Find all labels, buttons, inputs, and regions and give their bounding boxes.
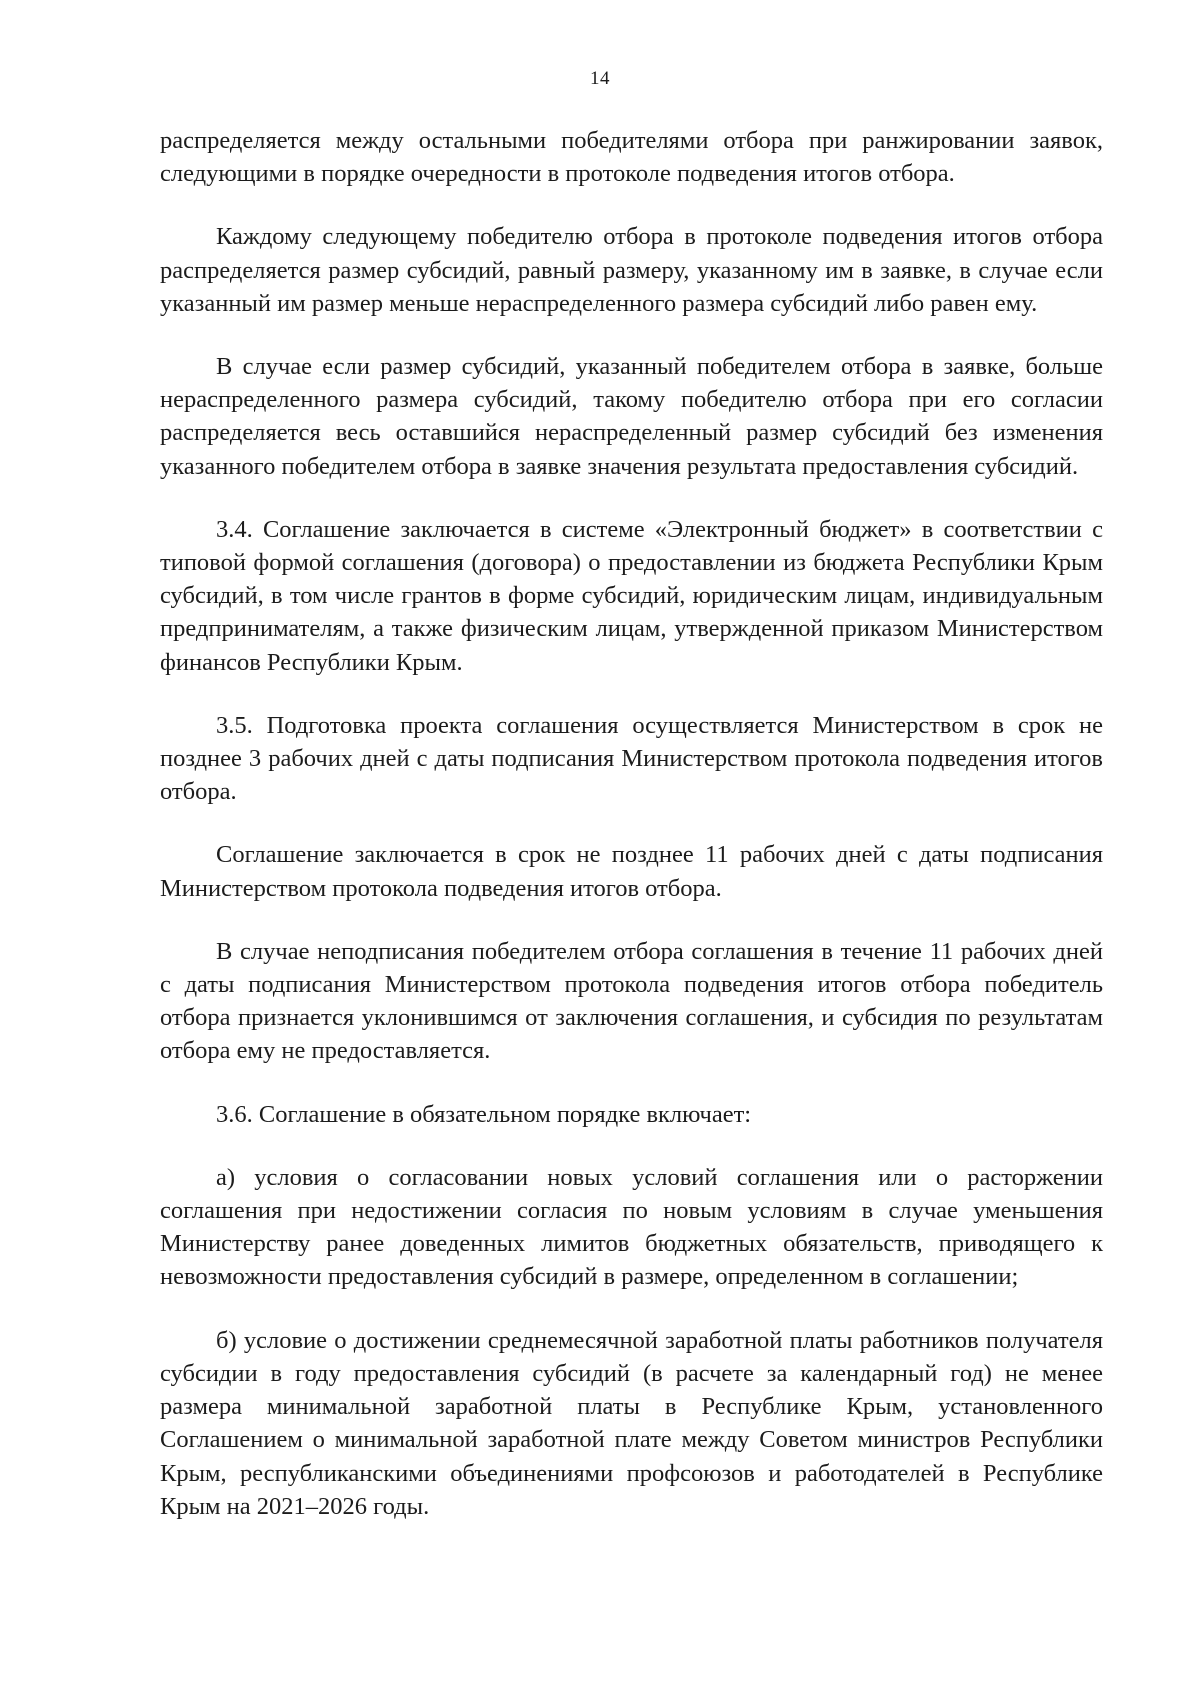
list-item-b: б) условие о достижении среднемесячной заработной платы работников получателя субсидии в году предоставления субсидий (в расчете за календарный год) не менее размера минимальной заработной платы в Республике Крым, установленного Соглашением о минимальной заработной плате между Советом министров Республики Крым, республиканскими объединениями профсоюзов и работодателей в Республике Крым на 2021–2026 годы.: [160, 1326, 1103, 1520]
paragraph-next-winner-allocation: Каждому следующему победителю отбора в протоколе подведения итогов отбора распределяется размер субсидий, равный размеру, указанному им в заявке, в случае если указанный им размер меньше нераспределенного размера субсидий либо равен ему.: [160, 223, 1103, 317]
paragraph-3-4: 3.4. Соглашение заключается в системе «Электронный бюджет» в соответствии с типовой формой соглашения (договора) о предоставлении из бюджета Республики Крым субсидий, в том числе грантов в форме субсидий, юридическим лицам, индивидуальным предпринимателям, а также физическим лицам, утвержденной приказом Министерством финансов Республики Крым.: [160, 515, 1103, 676]
paragraph-3-5: 3.5. Подготовка проекта соглашения осуществляется Министерством в срок не позднее 3 рабочих дней с даты подписания Министерством протокола подведения итогов отбора.: [160, 711, 1103, 806]
paragraph-remaining-allocation: В случае если размер субсидий, указанный победителем отбора в заявке, больше нераспределенного размера субсидий, такому победителю отбора при его согласии распределяется весь оставшийся нераспределенный размер субсидий без изменения указанного победителем отбора в заявке значения результата предоставления субсидий.: [160, 353, 1103, 480]
paragraph-continuation: распределяется между остальными победителями отбора при ранжировании заявок, следующими в порядке очередности в протоколе подведения итогов отбора.: [160, 127, 1103, 188]
paragraph-agreement-deadline: Соглашение заключается в срок не позднее 11 рабочих дней с даты подписания Министерством протокола подведения итогов отбора.: [160, 841, 1103, 902]
paragraph-non-signing: В случае неподписания победителем отбора соглашения в течение 11 рабочих дней с даты подписания Министерством протокола подведения итогов отбора победитель отбора признается уклонившимся от заключения соглашения, и субсидия по результатам отбора ему не предоставляется.: [160, 937, 1103, 1065]
document-body: [160, 124, 1103, 1523]
list-item-a: а) условия о согласовании новых условий соглашения или о расторжении соглашения при недостижении согласия по новым условиям в случае уменьшения Министерству ранее доведенных лимитов бюджетных обязательств, приводящего к невозможности предоставления субсидий в размере, определенном в соглашении;: [160, 1163, 1103, 1291]
page-number: 14: [590, 68, 610, 89]
paragraph-3-6: 3.6. Соглашение в обязательном порядке включает:: [216, 1100, 752, 1128]
